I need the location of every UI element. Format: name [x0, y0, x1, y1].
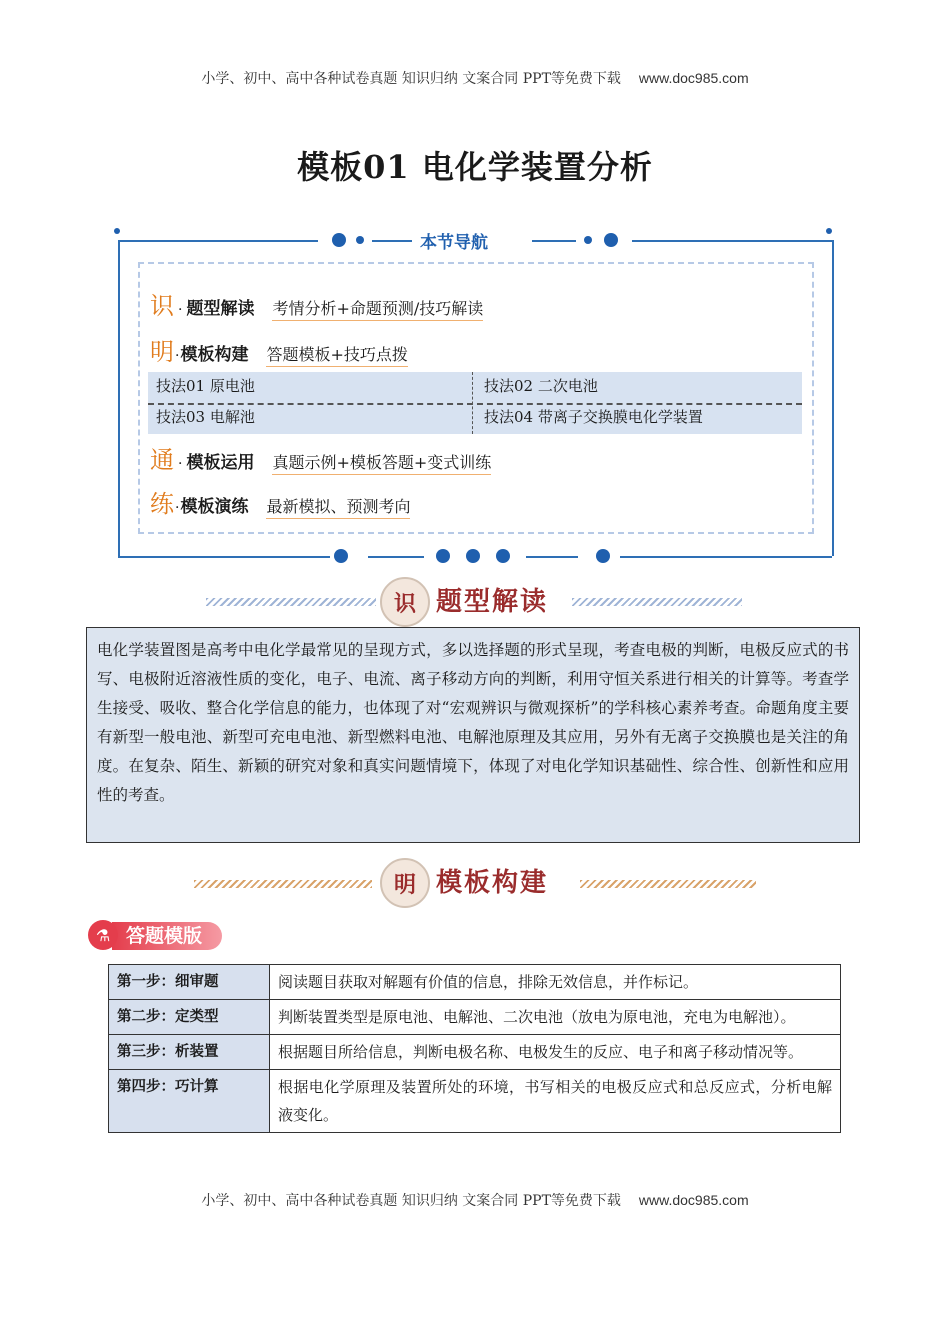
intro-text-box: 电化学装置图是高考中电化学最常见的呈现方式，多以选择题的形式呈现，考查电极的判断，电极反应式的书写、电极附近溶液性质的变化，电子、电流、离子移动方向的判断，利用守恒关系进行相关的计算等。考查学生接受、吸收、整合化学信息的能力，也体现了对“宏观辨识与微观探析”的学科核心素养考查。命题角度主要有新型一般电池、新型可充电电池、新型燃料电池、电解池原理及其应用，另外有无离子交换膜也是关注的角度。在复杂、陌生、新颖的研究对象和真实问题情境下，体现了对电化学知识基础性、综合性、创新性和应用性的考查。 [86, 627, 860, 843]
nav-dot-icon [604, 233, 618, 247]
nav-row-identify[interactable]: 识 · 题型解读 考情分析+命题预测/技巧解读 [150, 286, 483, 321]
table-row [109, 1000, 841, 1035]
table-row [109, 1035, 841, 1070]
nav-row-char: 识 [150, 292, 174, 320]
answer-template-label: 答题模版 [112, 922, 222, 950]
nav-bottom-line-right [620, 556, 832, 558]
nav-dot-icon [334, 549, 348, 563]
nav-row-apply[interactable]: 通 · 模板运用 真题示例+模板答题+变式训练 [150, 440, 491, 475]
header-url[interactable]: www.doc985.com [638, 70, 749, 86]
page-header [0, 68, 950, 88]
nav-bottom-dash [368, 556, 424, 558]
skill-item[interactable]: 技法01 原电池 [156, 377, 255, 395]
seal-icon: 识 [380, 577, 430, 627]
footer-text: 小学、初中、高中各种试卷真题 知识归纳 文案合同 PPT等免费下载 [201, 1193, 621, 1209]
nav-bottom-dash [526, 556, 578, 558]
nav-top-dash-right [532, 240, 576, 242]
footer-url[interactable]: www.doc985.com [638, 1192, 749, 1208]
page-title: 模板01 电化学装置分析 [297, 148, 653, 186]
table-row [109, 965, 841, 1000]
nav-row-desc: 考情分析+命题预测/技巧解读 [272, 296, 483, 321]
skill-item[interactable]: 技法03 电解池 [156, 408, 255, 426]
nav-row-head: 模板演练 [180, 497, 249, 517]
header-text: 小学、初中、高中各种试卷真题 知识归纳 文案合同 PPT等免费下载 [201, 71, 621, 87]
section-heading-template: 模板构建 [436, 868, 549, 898]
nav-row-head: 模板运用 [186, 453, 255, 473]
skill-item[interactable]: 技法02 二次电池 [484, 377, 598, 395]
nav-dot-icon [332, 233, 346, 247]
banner-stripe [194, 880, 372, 888]
banner-stripe [206, 598, 376, 606]
nav-dot-icon [584, 236, 592, 244]
banner-stripe [580, 880, 756, 888]
skill-grid-divider [148, 403, 802, 405]
nav-row-char: 明 [150, 338, 174, 366]
nav-dot-icon [466, 549, 480, 563]
section-heading-interpretation: 题型解读 [436, 587, 549, 617]
seal-icon: 明 [380, 858, 430, 908]
steps-table [108, 964, 841, 1133]
nav-bottom-line-left [118, 556, 330, 558]
nav-row-desc: 真题示例+模板答题+变式训练 [272, 450, 491, 475]
nav-corner-dot-icon [114, 228, 120, 234]
banner-stripe [572, 598, 742, 606]
nav-row-desc: 答题模板+技巧点拨 [266, 342, 407, 367]
step-name: 第三步：析装置 [109, 1035, 270, 1070]
nav-row-desc: 最新模拟、预测考向 [266, 494, 410, 519]
nav-top-line-right [632, 240, 832, 242]
nav-dot-icon [436, 549, 450, 563]
nav-top-line-left [118, 240, 318, 242]
step-name: 第四步：巧计算 [109, 1070, 270, 1133]
nav-dot-icon [496, 549, 510, 563]
nav-row-head: 模板构建 [180, 345, 249, 365]
nav-row-char: 练 [150, 490, 174, 518]
nav-dot-icon [596, 549, 610, 563]
step-desc: 判断装置类型是原电池、电解池、二次电池（放电为原电池，充电为电解池）。 [270, 1000, 841, 1035]
nav-title: 本节导航 [420, 233, 488, 253]
nav-top-dash-left [372, 240, 412, 242]
nav-corner-dot-icon [826, 228, 832, 234]
step-desc: 根据电化学原理及装置所处的环境，书写相关的电极反应式和总反应式，分析电解液变化。 [270, 1070, 841, 1133]
nav-row-head: 题型解读 [186, 299, 255, 319]
step-desc: 根据题目所给信息，判断电极名称、电极发生的反应、电子和离子移动情况等。 [270, 1035, 841, 1070]
nav-row-practice[interactable]: 练 · 模板演练 最新模拟、预测考向 [150, 484, 410, 519]
skill-item[interactable]: 技法04 带离子交换膜电化学装置 [484, 408, 703, 426]
nav-row-understand[interactable]: 明 · 模板构建 答题模板+技巧点拨 [150, 332, 408, 367]
flask-icon: ⚗ [88, 920, 118, 950]
step-desc: 阅读题目获取对解题有价值的信息，排除无效信息，并作标记。 [270, 965, 841, 1000]
nav-row-char: 通 [150, 446, 174, 474]
step-name: 第二步：定类型 [109, 1000, 270, 1035]
page-footer [0, 1190, 950, 1210]
step-name: 第一步：细审题 [109, 965, 270, 1000]
table-row [109, 1070, 841, 1133]
nav-dot-icon [356, 236, 364, 244]
